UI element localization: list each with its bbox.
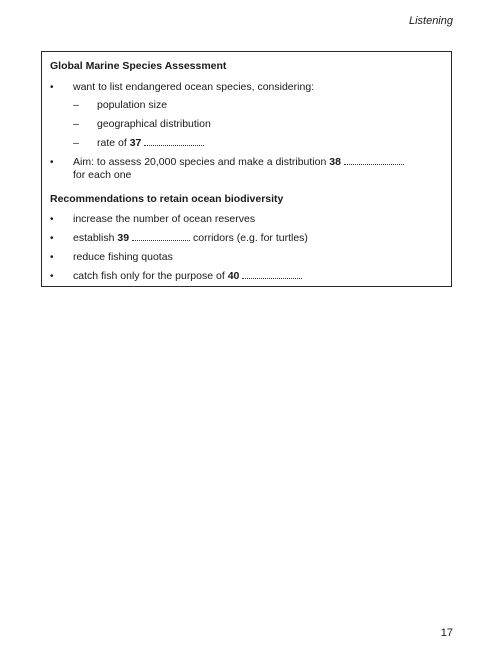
dash-icon: – [73,99,79,111]
quotas-text: reduce fishing quotas [73,251,173,263]
page-number: 17 [440,627,453,639]
question-39-number: 39 [117,232,130,244]
notes-title: Global Marine Species Assessment [50,60,227,72]
question-38-number: 38 [329,156,341,168]
aim-text-line2: for each one [73,169,132,181]
answer-gap-37[interactable] [144,137,204,146]
corridors-text: establish 39 corridors (e.g. for turtles) [73,232,308,244]
bullet-icon: • [50,82,54,93]
question-37-number: 37 [129,137,142,149]
running-head: Listening [408,15,453,27]
dash-icon: – [73,118,79,130]
question-40-number: 40 [227,270,240,282]
intro-text: want to list endangered ocean species, considering: [73,81,315,93]
aim-text: Aim: to assess 20,000 species and make a distribution 38 [73,156,404,169]
bullet-icon: • [50,214,54,225]
answer-gap-39[interactable] [132,232,190,241]
notes-box [41,51,452,287]
dash-icon: – [73,137,79,149]
distribution-text: geographical distribution [97,118,211,130]
bullet-icon: • [50,233,54,244]
purpose-text: catch fish only for the purpose of 40 [73,270,302,283]
bullet-icon: • [50,271,54,282]
recommendations-title: Recommendations to retain ocean biodiversity [50,193,284,205]
bullet-icon: • [50,157,54,168]
reserves-text: increase the number of ocean reserves [73,213,256,225]
answer-gap-38[interactable] [344,156,404,165]
population-text: population size [97,99,168,111]
answer-gap-40[interactable] [242,270,302,279]
rate-text: rate of 37 [97,137,204,150]
bullet-icon: • [50,252,54,263]
